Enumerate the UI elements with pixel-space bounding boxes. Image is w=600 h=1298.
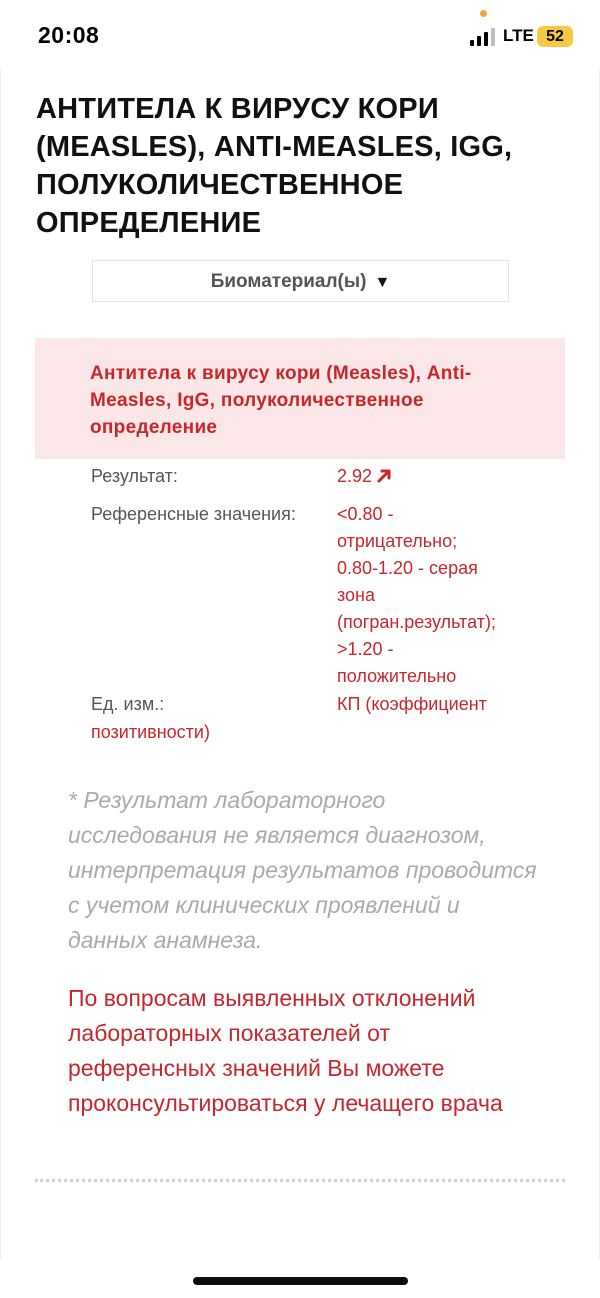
unit-row [91,690,521,746]
biomaterial-toggle-label: Биоматериал(ы) [210,271,367,292]
cellular-signal-icon [470,28,496,46]
result-value-row [337,463,537,490]
battery-icon: 52 [537,26,573,47]
unit-value-continued: позитивности) [91,722,210,742]
reference-line: >1.20 - [337,639,394,659]
reference-label: Референсные значения: [91,504,296,524]
reference-line: положительно [337,666,457,686]
status-time: 20:08 [38,22,100,48]
arrow-up-right-icon [376,468,392,484]
card-left-edge [0,70,1,1260]
disclaimer-text: * Результат лабораторного исследования не является диагнозом, интерпретация результатов проводится с учетом клинических проявлений и данных анамнеза. [68,787,537,953]
reference-line: зона [337,585,376,605]
reference-line: отрицательно; [337,531,458,551]
status-bar [0,0,600,70]
unit-label: Ед. изм.: [91,694,165,714]
test-header [35,338,565,458]
network-type: LTE [503,26,534,45]
privacy-indicator-dot [480,10,487,17]
reference-value [337,501,537,690]
home-indicator[interactable] [193,1277,408,1285]
test-name: Антитела к вирусу кори (Measles), Anti-Measles, IgG, полуколичественное определение [90,363,472,438]
reference-line: <0.80 - [337,504,394,524]
dotted-divider [35,1179,565,1182]
reference-line: (погран.результат); [337,612,496,632]
unit-value: КП (коэффициент [337,694,487,714]
triangle-down-icon: ▼ [374,274,391,291]
reference-line: 0.80-1.20 - серая [337,558,478,578]
result-label: Результат: [91,466,178,486]
divider [35,458,565,459]
advice-text: По вопросам выявленных отклонений лабораторных показателей от референсных значений Вы можете проконсультироваться у лечащего врача [68,985,503,1116]
page-title: АНТИТЕЛА К ВИРУСУ КОРИ (MEASLES), ANTI-MEASLES, IGG, ПОЛУКОЛИЧЕСТВЕННОЕ ОПРЕДЕЛЕНИЕ [36,93,513,239]
biomaterial-toggle-button[interactable] [92,260,509,302]
result-value: 2.92 [337,466,373,486]
